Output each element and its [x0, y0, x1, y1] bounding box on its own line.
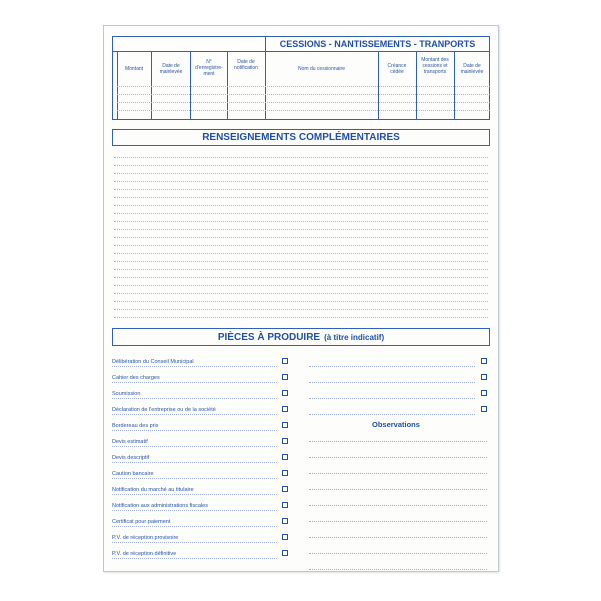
renseignements-line: [114, 301, 488, 302]
piece-item-label: Devis estimatif: [112, 439, 148, 445]
piece-item-checkbox[interactable]: [282, 502, 288, 508]
renseignements-title: RENSEIGNEMENTS COMPLÉMENTAIRES: [112, 129, 490, 146]
col-montant-cessions: Montant des cessions et transports: [421, 57, 449, 75]
piece-item-dotted-line: [112, 398, 277, 399]
piece-item-dotted-line: [112, 446, 277, 447]
col-date-mainlevee: Date de mainlevée: [159, 63, 183, 75]
piece-item-checkbox[interactable]: [282, 438, 288, 444]
piece-item-label: Notification du marché au titulaire: [112, 487, 194, 493]
piece-item-dotted-line: [112, 494, 277, 495]
observation-line: [309, 473, 487, 474]
piece-item-label: P.V. de réception provisoire: [112, 535, 179, 541]
cessions-row-line: [117, 86, 490, 87]
observation-line: [309, 457, 487, 458]
piece-item-checkbox[interactable]: [282, 518, 288, 524]
renseignements-line: [114, 189, 488, 190]
piece-item-checkbox[interactable]: [282, 534, 288, 540]
renseignements-line: [114, 237, 488, 238]
cessions-row-line: [117, 102, 490, 103]
piece-item-checkbox[interactable]: [282, 486, 288, 492]
renseignements-line: [114, 181, 488, 182]
renseignements-line: [114, 309, 488, 310]
renseignements-line: [114, 221, 488, 222]
renseignements-line: [114, 213, 488, 214]
piece-item-checkbox[interactable]: [282, 454, 288, 460]
renseignements-line: [114, 197, 488, 198]
piece-item-label: Déclaration de l'entreprise ou de la société: [112, 407, 216, 413]
piece-item-dotted-line: [112, 430, 277, 431]
document-page: [103, 25, 499, 572]
piece-item-checkbox[interactable]: [282, 374, 288, 380]
renseignements-line: [114, 205, 488, 206]
renseignements-line: [114, 245, 488, 246]
cessions-title: CESSIONS - NANTISSEMENTS - TRANPORTS: [265, 36, 490, 52]
observation-line: [309, 537, 487, 538]
piece-item-dotted-line: [112, 558, 277, 559]
piece-item-dotted-line: [112, 366, 277, 367]
extra-item-dotted-line: [309, 414, 475, 415]
piece-item-checkbox[interactable]: [282, 422, 288, 428]
extra-item-dotted-line: [309, 366, 475, 367]
renseignements-line: [114, 253, 488, 254]
piece-item-checkbox[interactable]: [282, 406, 288, 412]
renseignements-line: [114, 261, 488, 262]
col-numero-enregistrement: N° d'enregistre-ment: [195, 59, 223, 77]
cessions-header-left: [112, 36, 265, 52]
piece-item-label: Certificat pour paiement: [112, 519, 171, 525]
cessions-row-line: [117, 94, 490, 95]
renseignements-line: [114, 165, 488, 166]
pieces-title: PIÈCES À PRODUIRE: [217, 331, 321, 343]
renseignements-line: [114, 285, 488, 286]
piece-item-dotted-line: [112, 414, 277, 415]
piece-item-label: Délibération du Conseil Municipal: [112, 359, 194, 365]
renseignements-line: [114, 277, 488, 278]
renseignements-line: [114, 157, 488, 158]
renseignements-line: [114, 317, 488, 318]
col-nom-cessionnaire: Nom du cessionnaire: [298, 66, 345, 72]
extra-item-dotted-line: [309, 398, 475, 399]
piece-item-label: Caution bancaire: [112, 471, 154, 477]
piece-item-checkbox[interactable]: [282, 550, 288, 556]
renseignements-line: [114, 229, 488, 230]
piece-item-dotted-line: [112, 382, 277, 383]
piece-item-checkbox[interactable]: [282, 390, 288, 396]
extra-item-checkbox[interactable]: [481, 374, 487, 380]
piece-item-label: Soumission: [112, 391, 141, 397]
extra-item-checkbox[interactable]: [481, 406, 487, 412]
extra-item-dotted-line: [309, 382, 475, 383]
renseignements-line: [114, 269, 488, 270]
col-date-notification: Date de notification: [234, 59, 258, 71]
col-date-mainlevee-2: Date de mainlevée: [460, 63, 484, 75]
observations-title: Observations: [372, 420, 420, 429]
piece-item-dotted-line: [112, 478, 277, 479]
cessions-row-line: [117, 110, 490, 111]
piece-item-label: P.V. de réception définitive: [112, 551, 177, 557]
piece-item-dotted-line: [112, 510, 277, 511]
pieces-subtitle: (à titre indicatif): [324, 332, 385, 342]
observation-line: [309, 569, 487, 570]
renseignements-line: [114, 173, 488, 174]
observation-line: [309, 441, 487, 442]
observation-line: [309, 553, 487, 554]
observation-line: [309, 489, 487, 490]
extra-item-checkbox[interactable]: [481, 390, 487, 396]
observation-line: [309, 521, 487, 522]
piece-item-label: Devis descriptif: [112, 455, 150, 461]
col-creance-cedee: Créance cédée: [387, 63, 407, 75]
piece-item-checkbox[interactable]: [282, 470, 288, 476]
piece-item-label: Notification aux administrations fiscales: [112, 503, 208, 509]
piece-item-dotted-line: [112, 542, 277, 543]
extra-item-checkbox[interactable]: [481, 358, 487, 364]
col-montant: Montant: [124, 66, 144, 72]
renseignements-line: [114, 293, 488, 294]
observation-line: [309, 505, 487, 506]
piece-item-label: Cahier des charges: [112, 375, 160, 381]
piece-item-checkbox[interactable]: [282, 358, 288, 364]
piece-item-dotted-line: [112, 526, 277, 527]
piece-item-dotted-line: [112, 462, 277, 463]
pieces-title-banner: [112, 328, 490, 346]
piece-item-label: Bordereau des prix: [112, 423, 159, 429]
